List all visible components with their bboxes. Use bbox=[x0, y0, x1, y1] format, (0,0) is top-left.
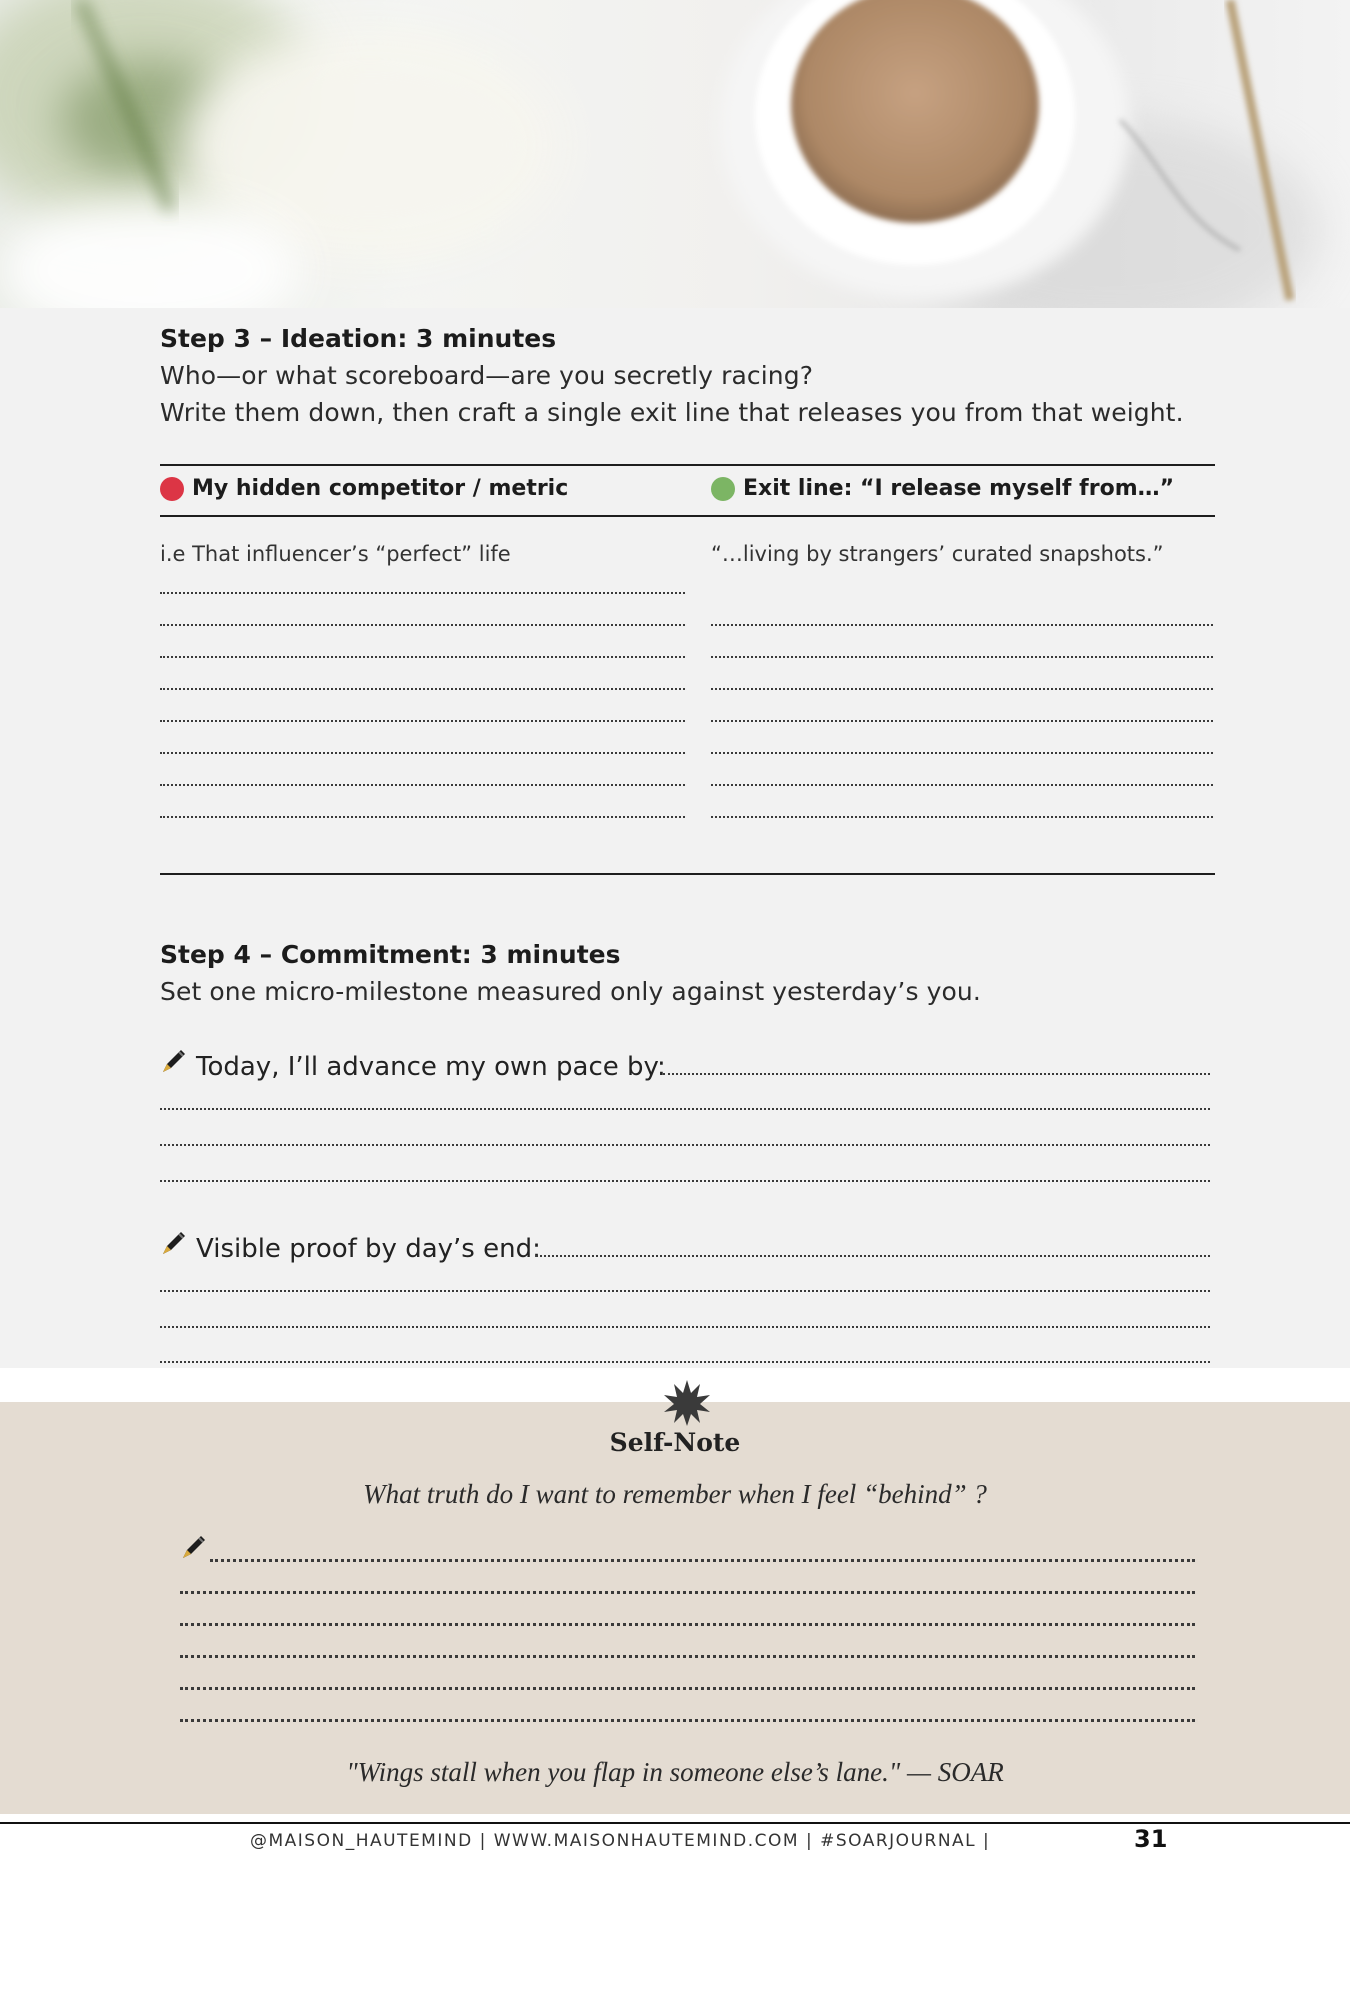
worksheet-panel bbox=[0, 308, 1350, 1368]
exit-line-input-line[interactable] bbox=[711, 784, 1213, 786]
exit-line-input-line[interactable] bbox=[711, 656, 1213, 658]
exit-line-input-line[interactable] bbox=[711, 752, 1213, 754]
footer-links: @MAISON_HAUTEMIND | WWW.MAISONHAUTEMIND.COM | #SOARJOURNAL | bbox=[250, 1831, 991, 1851]
col-header-exit-line-label: Exit line: “I release myself from…” bbox=[743, 476, 1175, 501]
proof-input-line[interactable] bbox=[536, 1255, 1210, 1257]
self-note-title: Self-Note bbox=[609, 1428, 741, 1457]
step4-title: Step 4 – Commitment: 3 minutes bbox=[160, 940, 621, 969]
competitor-input-line[interactable] bbox=[160, 688, 685, 690]
proof-prompt bbox=[160, 1229, 541, 1264]
pen-icon bbox=[160, 1229, 188, 1257]
exit-line-input-line[interactable] bbox=[711, 624, 1213, 626]
starburst-icon bbox=[663, 1379, 711, 1427]
table-header-rule bbox=[160, 515, 1215, 517]
col-header-competitor-label: My hidden competitor / metric bbox=[192, 476, 569, 501]
exit-line-input-line[interactable] bbox=[711, 688, 1213, 690]
step3-question: Who—or what scoreboard—are you secretly racing? bbox=[160, 361, 814, 390]
red-dot-icon bbox=[160, 477, 184, 501]
proof-input-line[interactable] bbox=[160, 1361, 1210, 1363]
competitor-input-line[interactable] bbox=[160, 752, 685, 754]
proof-input-line[interactable] bbox=[160, 1290, 1210, 1292]
table-bottom-rule bbox=[160, 873, 1215, 875]
competitor-example: i.e That influencer’s “perfect” life bbox=[160, 542, 511, 566]
green-dot-icon bbox=[711, 477, 735, 501]
exit-line-example: “…living by strangers’ curated snapshots.” bbox=[711, 542, 1164, 566]
competitor-input-line[interactable] bbox=[160, 720, 685, 722]
competitor-input-line[interactable] bbox=[160, 816, 685, 818]
step3-title: Step 3 – Ideation: 3 minutes bbox=[160, 324, 557, 353]
col-header-exit-line bbox=[711, 476, 1174, 501]
exit-line-input-line[interactable] bbox=[711, 816, 1213, 818]
self-note-question: What truth do I want to remember when I feel “behind” ? bbox=[363, 1479, 987, 1509]
step3-instruction: Write them down, then craft a single exit line that releases you from that weight. bbox=[160, 398, 1184, 427]
coffee-cup-illustration bbox=[0, 0, 1350, 308]
page-number: 31 bbox=[1134, 1825, 1168, 1853]
table-top-rule bbox=[160, 464, 1215, 466]
competitor-input-line[interactable] bbox=[160, 624, 685, 626]
exit-line-input-line[interactable] bbox=[711, 720, 1213, 722]
competitor-input-line[interactable] bbox=[160, 656, 685, 658]
pen-icon bbox=[160, 1047, 188, 1075]
self-note-input-line[interactable] bbox=[180, 1623, 1195, 1626]
step4-instruction: Set one micro-milestone measured only against yesterday’s you. bbox=[160, 977, 981, 1006]
pace-input-line[interactable] bbox=[160, 1108, 1210, 1110]
proof-prompt-label: Visible proof by day’s end: bbox=[196, 1234, 541, 1264]
pen-icon bbox=[180, 1533, 208, 1561]
hero-photo bbox=[0, 0, 1350, 308]
competitor-input-line[interactable] bbox=[160, 592, 685, 594]
self-note-panel bbox=[0, 1402, 1350, 1814]
self-note-input-line[interactable] bbox=[180, 1687, 1195, 1690]
col-header-competitor bbox=[160, 476, 568, 501]
self-note-input-line[interactable] bbox=[180, 1655, 1195, 1658]
proof-input-line[interactable] bbox=[160, 1326, 1210, 1328]
self-note-quote: "Wings stall when you flap in someone else’s lane." — SOAR bbox=[346, 1757, 1004, 1787]
pace-input-line[interactable] bbox=[160, 1180, 1210, 1182]
pace-prompt-label: Today, I’ll advance my own pace by: bbox=[196, 1052, 666, 1082]
self-note-input-line[interactable] bbox=[210, 1559, 1195, 1562]
self-note-input-line[interactable] bbox=[180, 1591, 1195, 1594]
pace-input-line[interactable] bbox=[160, 1144, 1210, 1146]
pace-prompt bbox=[160, 1047, 666, 1082]
footer-rule bbox=[0, 1822, 1350, 1824]
pace-input-line[interactable] bbox=[663, 1073, 1210, 1075]
competitor-input-line[interactable] bbox=[160, 784, 685, 786]
self-note-input-line[interactable] bbox=[180, 1719, 1195, 1722]
